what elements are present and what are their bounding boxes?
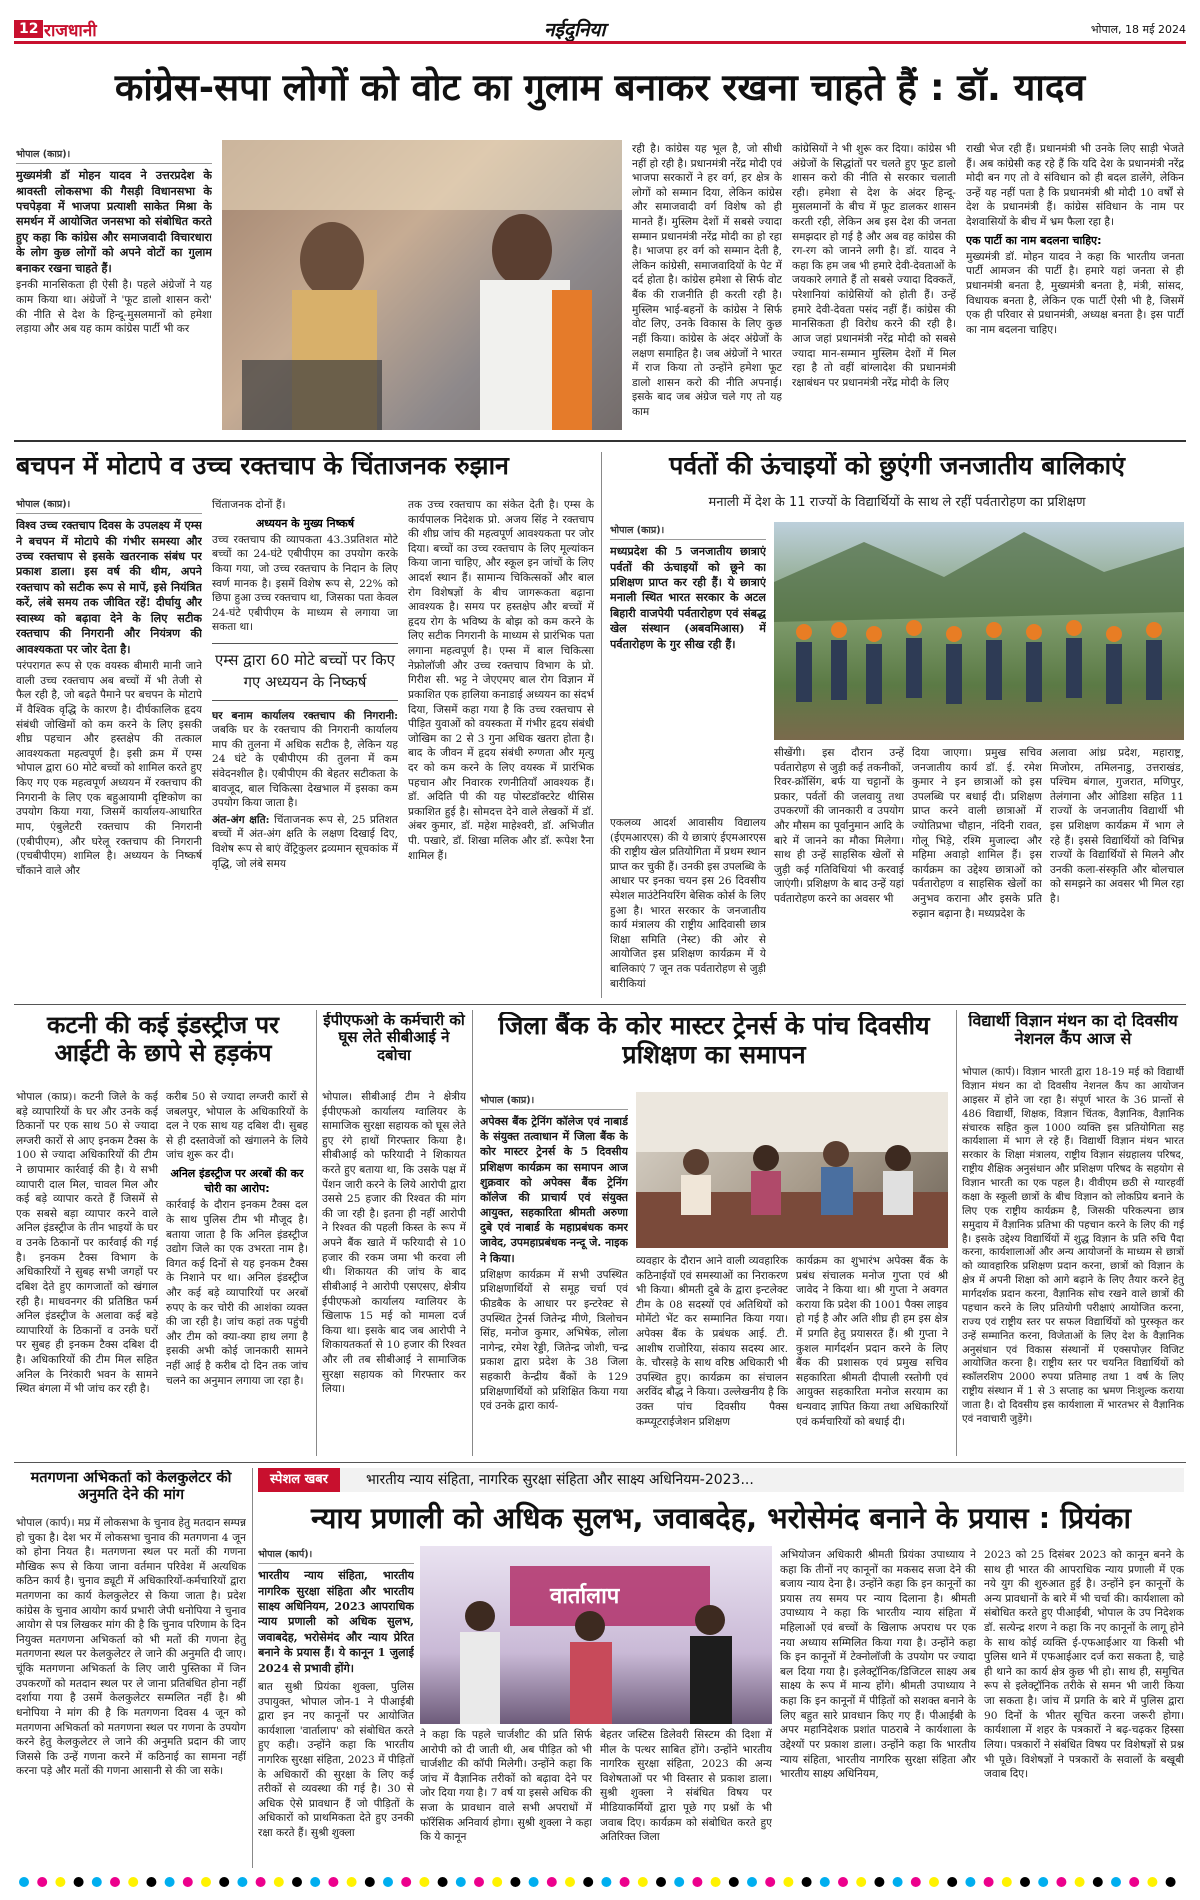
registration-dot xyxy=(474,1877,484,1887)
registration-dot xyxy=(219,1877,229,1887)
lead-col-1 xyxy=(16,148,212,428)
divider xyxy=(956,1010,957,1456)
mountain-col-2: एकलव्य आदर्श आवासीय विद्यालय (ईएमआरएस) की ये छात्राएं ईएमआरएस की राष्ट्रीय खेल प्रतियोगिता में प्रथम स्थान प्राप्त कर चुकी हैं। उनकी इस उपलब्धि के आधार पर इनका चयन इस 26 दिवसीय स्पेशल माउंटेनियरिंग बेसिक कोर्स के लिए हुआ है। भारत सरकार के जनजातीय कार्य मंत्रालय की राष्ट्रीय आदिवासी छात्र शिक्षा समिति (नेस्ट) की ओर से आयोजित इस प्रशिक्षण कार्यक्रम में ये बालिकाएं 7 जून तक पर्वतारोहण से जुड़ी बारीकियां xyxy=(610,817,766,990)
registration-dot xyxy=(674,1877,684,1887)
section-name: राजधानी xyxy=(44,21,97,41)
lead-text-4a: राखी भेज रही हैं। प्रधानमंत्री भी उनके लिए साड़ी भेजते हैं। अब कांग्रेसी कह रहे हैं कि यदि देश के प्रधानमंत्री नरेंद्र मोदी बन गए तो वे संविधान को ही बदल डालेंगे, लेकिन उन्हें यह नहीं पता है कि प्रधानमंत्री श्री मोदी 10 वर्षों से देश के प्रधानमंत्री हैं। कांग्रेस संविधान के नाम पर देशवासियों के बीच में भ्रम फैला रहा है। xyxy=(966,143,1184,229)
color-registration-strip xyxy=(14,1874,1186,1888)
lead-col-3: कांग्रेसियों ने भी शुरू कर दिया। कांग्रेस भी अंग्रेजों के सिद्धांतों पर चलते हुए फूट डालो शासन करो की नीति से सरकार चलाती रही। हमेशा से देश के अंदर हिन्दू-मुसलमानों के बीच में फूट डालकर शासन करती रही, लेकिन अब इस देश की जनता समझदार हो गई है और अब वह कांग्रेस की रग-रग को जानने लगी है। डॉ. यादव ने कहा कि हम जब भी हमारे देवी-देवताओं के जयकारे लगाते हैं तो सबसे ज्यादा दिक्कतें, परेशानियां कांग्रेसियों को होती हैं। उन्हें हमारे देवी-देवता पसंद नहीं हैं। कांग्रेस की मानसिकता ही विरोध करने की रही है। आज जहां प्रधानमंत्री नरेंद्र मोदी को सबसे ज्यादा मान-सम्मान मुस्लिम देशों में मिल रहा है तो वहीं बांग्लादेश की प्रधानमंत्री रक्षाबंधन पर प्रधानमंत्री नरेंद्र मोदी के लिए xyxy=(792,143,956,389)
obesity-dateline: भोपाल (काप्र)। xyxy=(16,498,202,514)
registration-dot xyxy=(547,1877,557,1887)
registration-dot xyxy=(419,1877,429,1887)
registration-dot xyxy=(874,1877,884,1887)
workshop-image-icon xyxy=(420,1546,772,1724)
obesity-pullquote: एम्स द्वारा 60 मोटे बच्चों पर किए गए अध्ययन के निष्कर्ष xyxy=(212,643,398,701)
registration-dot xyxy=(510,1877,520,1887)
registration-dot xyxy=(1093,1877,1103,1887)
lead-headline: कांग्रेस-सपा लोगों को वोट का गुलाम बनाकर रखना चाहते हैं : डॉ. यादव xyxy=(114,66,1086,109)
registration-dot xyxy=(1020,1877,1030,1887)
vigyan-headline: विद्यार्थी विज्ञान मंथन का दो दिवसीय नेशनल कैंप आज से xyxy=(968,1012,1178,1049)
registration-dot xyxy=(110,1877,120,1887)
bank-col-1 xyxy=(480,1094,628,1456)
registration-dot xyxy=(74,1877,84,1887)
registration-dot xyxy=(310,1877,320,1887)
registration-dot xyxy=(692,1877,702,1887)
registration-dot xyxy=(328,1877,338,1887)
registration-dot xyxy=(128,1877,138,1887)
obesity-sub-3: अंत-अंग क्षति: xyxy=(212,813,270,826)
registration-dot xyxy=(165,1877,175,1887)
katni-subhead: अनिल इंडस्ट्रीज पर अरबों की कर चोरी का आरोप: xyxy=(170,1167,304,1196)
mountain-headline: पर्वतों की ऊंचाइयों को छुएंगी जनजातीय बालिकाएं xyxy=(669,452,1125,480)
training-image-icon xyxy=(636,1092,948,1248)
bank-col-2: व्यवहार के दौरान आने वाली व्यवहारिक कठिनाईयों एवं समस्याओं का निराकरण भी किया। श्रीमती दुबे के द्वारा इन्टलेक्ट टीम के 08 सदस्यों एवं अतिथियों को मोमेंटो भेंट कर सम्मानित किया गया। अपेक्स बैंक के प्रबंधक आई. टी. आशीष राजोरिया, संकाय सदस्य आर. के. चौरसड़े के साथ वरिष्ठ अधिकारी भी उपस्थित हुए। कार्यक्रम का संचालन अरविंद बौद्ध ने किया। उल्लेखनीय है कि उक्त पांच दिवसीय पैक्स कम्प्यूटराईजेशन प्रशिक्षण xyxy=(636,1255,788,1428)
lead-dateline: भोपाल (काप्र)। xyxy=(16,148,212,164)
registration-dot xyxy=(601,1877,611,1887)
registration-dot xyxy=(492,1877,502,1887)
registration-dot xyxy=(1166,1877,1176,1887)
obesity-text-2b: उच्च रक्तचाप की व्यापकता 43.3प्रतिशत मोटे बच्चों का 24-घंटे एबीपीएम का उपयोग करके किया गया, जो उच्च रक्तचाप के निदान के लिए स्वर्ण मानक है। इसमें विशेष रूप से, 22% को छिपा हुआ उच्च रक्तचाप था, जिसका पता केवल 24-घंटे एबीपीएम के माध्यम से लगाया जा सकता था। xyxy=(212,533,398,634)
mountain-col-3: सीखेंगी। इस दौरान उन्हें पर्वतारोहण से जुड़ी कई तकनीकों, रिवर-क्रॉसिंग, बर्फ या चट्टानों के प्रकार, पर्वतों की जलवायु तथा उपकरणों की जानकारी व उपयोग और मौसम का पूर्वानुमान आदि के बारे में जानने का मौका मिलेगा। साथ ही उन्हें साहसिक खेलों से जुड़ी कई गतिविधियां भी करवाई जाएंगी। प्रशिक्षण के बाद उन्हें यहां पर्वतारोहण करने का अवसर भी xyxy=(774,747,904,906)
registration-dot xyxy=(911,1877,921,1887)
registration-dot xyxy=(274,1877,284,1887)
registration-dot xyxy=(820,1877,830,1887)
obesity-col-2 xyxy=(212,498,398,996)
registration-dot xyxy=(347,1877,357,1887)
obesity-text-1: परंपरागत रूप से एक वयस्क बीमारी मानी जाने वाली उच्च रक्तचाप अब बच्चों में भी तेजी से फैल रही है, जो बढ़ते पैमाने पर बचपन के मोटापे में वैश्विक वृद्धि के कारण है। दीर्घकालिक हृदय संबंधी जोखिमों को कम करने के लिए इसकी शीघ्र पहचान और हस्तक्षेप की तत्काल आवश्यकता महत्वपूर्ण है। इसी क्रम में एम्स भोपाल द्वारा 60 मोटे बच्चों को शामिल करते हुए किए गए एक महत्वपूर्ण अध्ययन में रक्तचाप की निगरानी के लिए एक बहुआयामी दृष्टिकोण का उपयोग किया गया, जिसमें कार्यालय-आधारित माप, एंबुलेटरी रक्तचाप की निगरानी (एबीपीएम), और घरेलू रक्तचाप की निगरानी (एचबीपीएम) शामिल है। अध्ययन के निष्कर्ष चौंकाने वाले और xyxy=(16,660,202,877)
registration-dot xyxy=(638,1877,648,1887)
registration-dot xyxy=(1056,1877,1066,1887)
special-col-1b: बात सुश्री प्रियंका शुक्ला, पुलिस उपायुक्त, भोपाल जोन-1 ने पीआईबी द्वारा इन नए कानूनों पर आयोजित कार्यशाला 'वार्तालाप' को संबोधित करते हुए कही। उन्होंने कहा कि भारतीय नागरिक सुरक्षा संहिता, 2023 में पीड़ितों के अधिकारों की सुरक्षा के लिए कई तरीकों से व्यवस्था की गई है। 30 से अधिक ऐसे प्रावधान हैं जो पीड़ितों के अधिकारों को प्राथमिकता देते हुए उनकी रक्षा करते हैं। सुश्री शुक्ला xyxy=(258,1681,414,1840)
mountain-photo xyxy=(774,522,1184,740)
page-number: 12 xyxy=(14,20,43,38)
registration-dot xyxy=(1111,1877,1121,1887)
registration-dot xyxy=(711,1877,721,1887)
registration-dot xyxy=(838,1877,848,1887)
epfo-headline: ईपीएफओ के कर्मचारी को घूस लेते सीबीआई ने दबोचा xyxy=(323,1012,465,1064)
registration-dot xyxy=(1129,1877,1139,1887)
special-photo xyxy=(420,1546,772,1724)
calculator-col: भोपाल (कार्प)। मप्र में लोकसभा के चुनाव हेतु मतदान सम्पन्न हो चुका है। देश भर में लोकसभा चुनाव की मतगणना 4 जून को होना नियत है। मतगणना स्थल पर मतों की गणना मौखिक रूप से किया जाना वर्तमान परिवेश में अत्यधिक कठिन कार्य है। चुनाव ड्यूटी में अधिकारियों-कर्मचारियों द्वारा मतगणना का कार्य केलकुलेटर से किया जाता है। प्रदेश कांग्रेस के चुनाव आयोग कार्य प्रभारी जेपी धनोपिया ने चुनाव आयोग से पत्र लिखकर मांग की है कि चुनाव परिणाम के दिन नियुक्त मतगणना अभिकर्ता को भी मतों की गणना हेतु मतगणना स्थल पर केलकुलेटर ले जाने की अनुमति दी जाए। चूंकि मतगणना अभिकर्ता के लिए जारी पुस्तिका में जिन उपकरणों को मतदान स्थल पर ले जाना प्रतिबंधित होना नहीं दर्शाया गया है उसमें केलकुलेटर सम्मलित नहीं है। श्री धनोपिया ने मांग की है कि मतगणना दिवस 4 जून को मतगणना अभिकर्ता को मतगणना स्थल पर गणना के उपयोग करने हेतु केलकुलेटर ले जाने की अनुमति प्रदान की जाए जिससे कि उन्हें गणना करने में कठिनाई का सामना नहीं करना पड़े और मतों की गणना आसानी से की जा सके। xyxy=(16,1517,246,1778)
obesity-col-3: तक उच्च रक्तचाप का संकेत देती है। एम्स के कार्यपालक निदेशक प्रो. अजय सिंह ने रक्तचाप की शीघ्र जांच की महत्वपूर्ण आवश्यकता पर जोर दिया। बच्चों का उच्च रक्तचाप के लिए मूल्यांकन किया जाना चाहिए, और स्कूल इन जांचों के लिए आदर्श स्थान हैं। सामान्य चिकित्सकों और बाल रोग विशेषज्ञों के बीच जागरूकता बढ़ाना आवश्यक है। समय पर हस्तक्षेप और बच्चों में हृदय रोग के भविष्य के बोझ को कम करने के लिए सटीक निगरानी के माध्यम से प्रारंभिक पता लगाना महत्वपूर्ण है। एम्स में बाल चिकित्सा नेफ्रोलॉजी और उच्च रक्तचाप विभाग के प्रो. गिरीश सी. भट्ट ने जेएएमए बाल रोग विज्ञान में प्रकाशित एक हालिया कनाडाई अध्ययन का संदर्भ दिया, जिसमें कहा गया है कि उच्च रक्तचाप से पीड़ित युवाओं को वयस्कता में गंभीर हृदय संबंधी जोखिम का 2 से 3 गुना अधिक खतरा होता है। बाद के जीवन में हृदय संबंधी रुग्णता और मृत्यु दर को कम करने के लिए वयस्क में प्रारंभिक पहचान और निवारक रणनीतियाँ आवश्यक हैं। डॉ. अदिति पी की यह पोस्टडॉक्टरेट थीसिस प्रकाशित हुई है। सोमदत्त देने वाले लेखकों में डॉ. अंबर कुमार, डॉ. महेश माहेश्वरी, डॉ. अभिजीत पी. पखारे, डॉ. शिखा मलिक और डॉ. रूपेश रैना शामिल हैं। xyxy=(408,499,594,862)
registration-dot xyxy=(201,1877,211,1887)
special-banner xyxy=(258,1468,1184,1492)
registration-dot xyxy=(237,1877,247,1887)
registration-dot xyxy=(947,1877,957,1887)
registration-dot xyxy=(146,1877,156,1887)
katni-col-1: भोपाल (काप्र)। कटनी जिले के कई बड़े व्यापारियों के घर और उनके कई ठिकानों पर एक साथ 50 से ज्यादा लग्जरी कारों से आए इनकम टैक्स के 100 से ज्यादा अधिकारियों की टीम ने छापामार कार्रवाई की है। ये सभी व्यापारी दाल मिल, चावल मिल और कई बड़े व्यापार करते हैं जिसमें से एक सबसे बड़ा व्यापार करने वाले अनिल इंडस्ट्रीज के तीन भाइयों के घर व उनके ठिकानों पर कार्रवाई की गई है। इनकम टैक्स विभाग के अधिकारियों ने सुबह सभी जगहों पर दबिश देते हुए कागजातों को खंगाल रही है। माधवनगर की प्रतिष्ठित फर्म अनिल इंडस्ट्रीज के अलावा कई बड़े व्यापारियों के ठिकानों व उनके घरों पर सुबह ही इनकम टैक्स दबिश दी है। अधिकारियों की टीम मिल सहित अनिल के निरंकारी भवन के सामने स्थित बंगला में भी जांच कर रही है। xyxy=(16,1091,158,1396)
registration-dot xyxy=(37,1877,47,1887)
registration-dot xyxy=(365,1877,375,1887)
registration-dot xyxy=(1147,1877,1157,1887)
bank-intro: अपेक्स बैंक ट्रेनिंग कॉलेज एवं नाबार्ड के संयुक्त तत्वाधान में जिला बैंक के कोर मास्टर ट्रेनर्स के 5 दिवसीय प्रशिक्षण कार्यक्रम का समापन आज शुक्रवार को अपेक्स बैंक ट्रेनिंग कॉलेज की प्राचार्य एवं संयुक्त आयुक्त, सहकारिता श्रीमती अरुणा दुबे एवं नाबार्ड के महाप्रबंधक कमर जावेद, उपमहाप्रबंधक नन्दू जे. नाइक ने किया। xyxy=(480,1115,628,1265)
registration-dot xyxy=(1002,1877,1012,1887)
special-dateline: भोपाल (कार्प)। xyxy=(258,1548,414,1564)
registration-dot xyxy=(19,1877,29,1887)
divider xyxy=(252,1468,253,1868)
registration-dot xyxy=(383,1877,393,1887)
rally-image-icon xyxy=(222,140,622,430)
obesity-col-1 xyxy=(16,498,202,996)
bank-text-1: प्रशिक्षण कार्यक्रम में सभी उपस्थित प्रशिक्षणार्थियों से समूह चर्चा एवं फीडबैक के आधार पर इन्टरेक्ट से उपस्थित ट्रेनर्स जितेन्द्र मीणे, त्रिलोचन सिंह, मनोज कुमार, अभिषेक, लोला नागेन्द्र, रमेश रेड्डी, जितेन्द्र जोशी, चन्द्र प्रकाश द्वारा प्रदेश के 38 जिला सहकारी केन्द्रीय बैंकों के 129 प्रशिक्षणार्थियों को प्रशिक्षित किया गया एवं उनके द्वारा कार्य- xyxy=(480,1268,628,1413)
obesity-intro: विश्व उच्च रक्तचाप दिवस के उपलक्ष्य में एम्स ने बचपन में मोटापे की गंभीर समस्या और उच्च रक्तचाप से इसके खतरनाक संबंध पर प्रकाश डाला। इस वर्ष की थीम, अपने रक्तचाप को सटीक रूप से मापें, इसे नियंत्रित करें, लंबे समय तक जीवित रहें! दीर्घायु और स्वास्थ्य को बढ़ावा देने के लिए सटीक रक्तचाप की निगरानी और नियंत्रण की आवश्यकता पर जोर देता है। xyxy=(16,518,202,656)
obesity-sub-1: अध्ययन के मुख्य निष्कर्ष xyxy=(255,516,355,530)
mountain-subhead: मनाली में देश के 11 राज्यों के विद्यार्थियों के साथ ले रहीं पर्वतारोहण का प्रशिक्षण xyxy=(708,495,1086,510)
mountain-col-5: अलावा आंध्र प्रदेश, महाराष्ट्र, मिजोरम, तमिलनाडु, उत्तराखंड, पश्चिम बंगाल, गुजरात, मणिपुर, तेलंगाना और ओडिशा सहित 11 राज्यों के जनजातीय विद्यार्थी भी इस प्रशिक्षण कार्यक्रम में भाग ले रहे हैं। इससे विद्यार्थियों को विभिन्न राज्यों के विद्यार्थियों से मिलने और उनकी कला-संस्कृति और बोलचाल को समझने का अवसर भी मिल रहा है। xyxy=(1050,747,1184,906)
obesity-text-2d: चिंताजनक रूप से, 25 प्रतिशत बच्चों में अंत-अंग क्षति के लक्षण दिखाई दिए, विशेष रूप से बाएं वेंट्रिकुलर द्रव्यमान सूचकांक में वृद्धि, जो लंबे समय xyxy=(212,813,398,870)
katni-text-2b: कार्रवाई के दौरान इनकम टैक्स दल के साथ पुलिस टीम भी मौजूद है। बताया जाता है कि अनिल इंडस्ट्रीज उद्योग जिले का एक उभरता नाम है। विगत कई दिनों से यह इनकम टैक्स के निशाने पर था। अनिल इंडस्ट्रीज और कई बड़े व्यापारियों पर अरबों रुपए के कर चोरी की आशंका व्यक्त की जा रही है। जांच कहां तक पहुंची और टीम को क्या-क्या हाथ लगा है इसकी अभी कोई जानकारी सामने नहीं आई है करीब दो दिन तक जांच चलने का अनुमान लगाया जा रहा है। xyxy=(166,1199,308,1387)
registration-dot xyxy=(747,1877,757,1887)
cmyk-dots-icon xyxy=(14,1875,1186,1888)
mountain-col-4: दिया जाएगा। प्रमुख सचिव जनजातीय कार्य डॉ. ई. रमेश कुमार ने इन छात्राओं को इस उपलब्धि पर बधाई दी। प्रशिक्षण प्राप्त करने वाली छात्राओं में ज्योतिप्रभा चौहान, नंदिनी रावत, गोलू भिड़े, रश्मि मुजाल्दा और महिमा अवाड़ो शामिल हैं। इस कार्यक्रम का उद्देश्य छात्राओं को पर्वतारोहण व साहसिक खेलों का अनुभव कराना और इसके प्रति रुझान बढ़ाना है। मध्यप्रदेश के xyxy=(912,747,1042,920)
divider xyxy=(14,440,1186,442)
climbers-image-icon xyxy=(774,522,1184,740)
calculator-headline: मतगणना अभिकर्ता को केलकुलेटर की अनुमति देने की मांग xyxy=(30,1470,232,1503)
special-intro: भारतीय न्याय संहिता, भारतीय नागरिक सुरक्षा संहिता और भारतीय साक्ष्य अधिनियम, 2023 आपराधिक न्याय प्रणाली को अधिक सुलभ, जवाबदेह, भरोसेमंद और न्याय प्रेरित बनाने के प्रयास हैं। ये कानून 1 जुलाई 2024 से प्रभावी होंगे। xyxy=(258,1568,414,1675)
special-banner-text: वार्तालाप xyxy=(550,1584,620,1609)
registration-dot xyxy=(765,1877,775,1887)
epfo-col: भोपाल। सीबीआई टीम ने क्षेत्रीय ईपीएफओ कार्यालय ग्वालियर के सामाजिक सुरक्षा सहायक को घूस लेते हुए रंगे हाथों गिरफ्तार किया है। सीबीआई को फरियादी ने शिकायत करते हुए बताया था, कि उसके पक्ष में पेंशन जारी करने के लिये आरोपी द्वारा उससे 25 हजार की रिश्वत की मांग की जा रही है। इतना ही नहीं आरोपी ने रिश्वत की पहली किस्त के रूप में अपने बैंक खाते में फरियादी से 10 हजार की रकम जमा भी करवा ली थी। शिकायत की जांच के बाद सीबीआई ने आरोपी एसएसए, क्षेत्रीय ईपीएफओ कार्यालय ग्वालियर के खिलाफ 15 मई को मामला दर्ज किया था। इसके बाद जब आरोपी ने शिकायतकर्ता से 10 हजार की रिश्वत और ली तब सीबीआई ने सामाजिक सुरक्षा सहायक को गिरफ्तार कर लिया। xyxy=(322,1091,466,1396)
newspaper-logo: नईदुनिया xyxy=(544,19,606,41)
registration-dot xyxy=(620,1877,630,1887)
lead-col-2: रही है। कांग्रेस यह भूल है, जो सीधी नहीं हो रही है। प्रधानमंत्री नरेंद्र मोदी एवं भाजपा सरकारों ने हर वर्ग, हर क्षेत्र के लोगों को सम्मान दिया, लेकिन कांग्रेस और समाजवादी वर्ग विशेष को ही मानते हैं। मुस्लिम देशों में सबसे ज्यादा सम्मान प्रधानमंत्री नरेंद्र मोदी का हो रहा है। भाजपा हर वर्ग को सम्मान देती है, लेकिन कांग्रेसी, समाजवादियों के पेट में दर्द होता है। कांग्रेस हमेशा से सिर्फ वोट बैंक की राजनीति ही करती रही है। मुस्लिम भाई-बहनों के कांग्रेस ने सिर्फ वोट लिए, उनके विकास के लिए कुछ नहीं किया। कांग्रेस के अंदर अंग्रेजों के लक्षण समाहित है। जब अंग्रेजों ने भारत में राज किया तो उन्होंने हमेशा फूट डालो शासन करो की नीति अपनाई। इसके बाद जब अंग्रेज चले गए तो यह काम xyxy=(632,143,782,418)
obesity-text-2c: जबकि घर के रक्तचाप की निगरानी कार्यालय माप की तुलना में अधिक सटीक है, लेकिन यह 24 घंटे के एबीपीएम की तुलना में कम संवेदनशील है। एबीपीएम की बेहतर सटीकता के बावजूद, बाल चिकित्सा देखभाल में इसका कम उपयोग किया जाता है। xyxy=(212,724,398,810)
katni-headline: कटनी की कई इंडस्ट्रीज पर आईटी के छापे से हड़कंप xyxy=(47,1012,279,1067)
lead-intro: मुख्यमंत्री डॉ मोहन यादव ने उत्तरप्रदेश के श्रावस्ती लोकसभा की गैसड़ी विधानसभा के पचपेड़वा में भाजपा प्रत्याशी साकेत मिश्रा के समर्थन में आयोजित जनसभा को संबोधित करते हुए कहा कि कांग्रेस और समाजवादी विचारधारा के लोग कुछ लोगों को अपने वोटों का गुलाम बनाकर रखना चाहते हैं। xyxy=(16,168,212,275)
divider xyxy=(14,1004,1186,1005)
registration-dot xyxy=(984,1877,994,1887)
special-col-4: बेहतर जस्टिस डिलेवरी सिस्टम की दिशा में मील के पत्थर साबित होंगे। उन्होंने भारतीय नागरिक सुरक्षा संहिता, 2023 की अन्य विशेषताओं पर भी विस्तार से प्रकाश डाला। सुश्री शुक्ला ने संबंधित विषय पर मीडियाकर्मियों द्वारा पूछे गए प्रश्नों के भी जवाब दिए। कार्यक्रम को संबोधित करते हुए अतिरिक्त जिला xyxy=(600,1729,772,1844)
special-tag: स्पेशल खबर xyxy=(258,1468,340,1492)
bank-headline: जिला बैंक के कोर मास्टर ट्रेनर्स के पांच दिवसीय प्रशिक्षण का समापन xyxy=(498,1012,930,1069)
special-headline: न्याय प्रणाली को अधिक सुलभ, जवाबदेह, भरोसेमंद बनाने के प्रयास : प्रियंका xyxy=(311,1501,1131,1535)
divider xyxy=(472,1010,473,1456)
registration-dot xyxy=(1075,1877,1085,1887)
special-col-5: अभियोजन अधिकारी श्रीमती प्रियंका उपाध्याय ने कहा कि तीनों नए कानूनों का मकसद सजा देने की बजाय न्याय देना है। उन्होंने कहा कि इन कानूनों का प्रयास तय समय पर न्याय दिलाना है। श्रीमती उपाध्याय ने कहा कि भारतीय न्याय संहिता में महिलाओं एवं बच्चों के खिलाफ अपराध पर एक नया अध्याय सम्मिलित किया गया है। उन्होंने कहा कि इन कानूनों में टेक्नोलॉजी के उपयोग पर ज्यादा बल दिया गया है। इलेक्ट्रॉनिक/डिजिटल साक्ष्य अब साक्ष्य के रूप में मान्य होंगे। श्रीमती उपाध्याय ने कहा कि इन कानूनों में पीड़ितों को सशक्त बनाने के लिए बहुत सारे प्रावधान किए गए हैं। पीआईबी के अपर महानिदेशक प्रशांत पाठराबे ने कार्यशाला के उद्देश्यों पर प्रकाश डाला। उन्होंने कहा कि भारतीय न्याय संहिता, भारतीय नागरिक सुरक्षा संहिता और भारतीय साक्ष्य अधिनियम, xyxy=(780,1549,976,1781)
registration-dot xyxy=(856,1877,866,1887)
mountain-col-1 xyxy=(610,524,766,814)
mountain-dateline: भोपाल (काप्र)। xyxy=(610,524,766,540)
lead-text-4b: मुख्यमंत्री डॉ. मोहन यादव ने कहा कि भारतीय जनता पार्टी आमजन की पार्टी है। हमारे यहां जनता से ही प्रधानमंत्री बनता है, मुख्यमंत्री बनता है, मंत्री, सांसद, विधायक बनता है, लेकिन एक पार्टी ऐसी भी है, जिसमें एक ही परिवार से प्रधानमंत्री, अध्यक्ष बनता है। इस पार्टी का नाम बदलना चाहिए। xyxy=(966,250,1184,336)
registration-dot xyxy=(729,1877,739,1887)
registration-dot xyxy=(456,1877,466,1887)
registration-dot xyxy=(92,1877,102,1887)
lead-photo xyxy=(222,140,622,430)
bank-col-3: कार्यक्रम का शुभारंभ अपेक्स बैंक के प्रबंध संचालक मनोज गुप्ता एवं श्री जावेद ने किया था। श्री गुप्ता ने अवगत कराया कि प्रदेश की 1001 पैक्स लाइव हो गई है और अति शीघ्र ही हम इस क्षेत्र में प्रगति हेतु प्रयासरत हैं। श्री गुप्ता ने कुशल मार्गदर्शन प्रदान करने के लिए बैंक की प्रशासक एवं प्रमुख सचिव सहकारिता श्रीमती दीपाली रस्तोगी एवं आयुक्त सहकारिता मनोज सरयाम का धन्यवाद ज्ञापित किया तथा अधिकारियों एवं कर्मचारियों को बधाई दी। xyxy=(796,1255,948,1428)
divider xyxy=(14,1462,1186,1463)
divider xyxy=(601,452,602,998)
registration-dot xyxy=(583,1877,593,1887)
bank-photo xyxy=(636,1092,948,1248)
obesity-sub-2: घर बनाम कार्यालय रक्तचाप की निगरानी: xyxy=(212,709,398,722)
registration-dot xyxy=(292,1877,302,1887)
registration-dot xyxy=(1038,1877,1048,1887)
registration-dot xyxy=(55,1877,65,1887)
date-line: भोपाल, 18 मई 2024 xyxy=(1090,23,1186,36)
registration-dot xyxy=(401,1877,411,1887)
registration-dot xyxy=(656,1877,666,1887)
obesity-text-2a: चिंताजनक दोनों हैं। xyxy=(212,499,286,511)
registration-dot xyxy=(438,1877,448,1887)
obesity-headline: बचपन में मोटापे व उच्च रक्तचाप के चिंताजनक रुझान xyxy=(16,452,509,480)
lead-col-4 xyxy=(966,142,1184,432)
registration-dot xyxy=(565,1877,575,1887)
lead-subhead: एक पार्टी का नाम बदलना चाहिए: xyxy=(966,233,1102,247)
lead-text-1: इनकी मानसिकता ही ऐसी है। पहले अंग्रेजों ने यह काम किया था। अंग्रेजों ने 'फूट डालो शासन करो' की नीति से देश के हिन्दू-मुसलमानों को हमेशा लड़ाया और अब यह काम कांग्रेस पार्टी भी कर xyxy=(16,279,212,336)
divider xyxy=(316,1010,317,1456)
special-kicker: भारतीय न्याय संहिता, नागरिक सुरक्षा संहिता और साक्ष्य अधिनियम-2023... xyxy=(366,1472,754,1488)
registration-dot xyxy=(893,1877,903,1887)
registration-dot xyxy=(929,1877,939,1887)
katni-col-2 xyxy=(166,1090,308,1454)
special-col-3: ने कहा कि पहले चार्जशीट की प्रति सिर्फ आरोपी को दी जाती थी, अब पीड़ित को भी चार्जशीट की कॉपी मिलेगी। उन्होंने कहा कि जांच में वैज्ञानिक तरीकों को बढ़ावा देने पर जोर दिया गया है। 7 वर्ष या इससे अधिक की सजा के प्रावधान वाले सभी अपराधों में फॉरेंसिक अनिवार्य होगा। सुश्री शुक्ला ने कहा कि ये कानून xyxy=(420,1729,592,1844)
katni-text-2a: करीब 50 से ज्यादा लग्जरी कारों से जबलपुर, भोपाल के अधिकारियों के दल ने एक साथ यह दबिश दी। सुबह से ही दस्तावेजों को खंगालने के लिये जांच शुरू कर दी। xyxy=(166,1091,308,1162)
registration-dot xyxy=(183,1877,193,1887)
masthead xyxy=(14,18,1186,44)
registration-dot xyxy=(529,1877,539,1887)
vigyan-col: भोपाल (कार्प)। विज्ञान भारती द्वारा 18-19 मई को विद्यार्थी विज्ञान मंथन का दो दिवसीय नेशनल कैंप का आयोजन आइसर में होने जा रहा है। संपूर्ण भारत के 36 प्रान्तों से 486 विद्यार्थी, शिक्षक, विज्ञान चिंतक, वैज्ञानिक, वैज्ञानिक संचारक सहित कुल 1000 व्यक्ति इस प्रतियोगिता सह कार्यशाला में भाग ले रहे हैं। विद्यार्थी विज्ञान मंथन भारत सरकार के शिक्षा मंत्रालय, राष्ट्रीय विज्ञान संग्रहालय परिषद, राष्ट्रीय शैक्षिक अनुसंधान और प्रशिक्षण परिषद के सहयोग से विज्ञान भारती का एक पहल है। वीवीएम छठी से ग्यारहवीं कक्षा के स्कूली छात्रों के बीच विज्ञान को लोकप्रिय बनाने के लिए एक राष्ट्रीय कार्यक्रम है, जिसकी परिकल्पना छात्र समुदाय में वैज्ञानिक प्रतिभा की पहचान करने के लिए की गई है। इसके उद्देश्य विद्यार्थियों में शुद्ध विज्ञान के प्रति रुचि पैदा करना, कार्यशालाओं और अन्य आयोजनों के माध्यम से छात्रों को व्यावहारिक प्रशिक्षण प्रदान करना, छात्रों को विज्ञान के क्षेत्र में अपनी शिक्षा को आगे बढ़ाने के लिए तैयार करने हेतु मार्गदर्शक प्रदान करना, वैज्ञानिक सोच रखने वाले छात्रों की पहचान करने के लिए प्रतियोगी परीक्षाएं आयोजित करना, राज्य एवं राष्ट्रीय स्तर पर सफल विद्यार्थियों को पुरस्कृत कर उन्हें सम्मानित करना, विजेताओं के लिए देश के वैज्ञानिक अनुसंधान एवं विकास संस्थानों में एक्सपोज़र विजिट आयोजित करना है। राष्ट्रीय स्तर पर चयनित विद्यार्थियों को स्कॉलरशिप 2000 रुपया प्रतिमाह तथा 1 वर्ष के लिए राष्ट्रीय संस्थान में 1 से 3 सप्ताह का भ्रमण निःशुल्क कराया जाता है। दो दिवसीय इस कार्यशाला में भारतभर से वैज्ञानिक एवं नवाचारी जुड़ेंगे। xyxy=(962,1067,1184,1425)
special-col-6: 2023 को 25 दिसंबर 2023 को कानून बनने के साथ ही भारत की आपराधिक न्याय प्रणाली में एक नये युग की शुरुआत हुई है। उन्होंने इन कानूनों के अन्य प्रावधानों के बारे में भी चर्चा की। कार्यशाला को संबोधित करते हुए पीआईबी, भोपाल के उप निदेशक डॉ. सत्येन्द्र शरण ने कहा कि नए कानूनों के लागू होने के साथ कोई व्यक्ति ई-एफआईआर या किसी भी पुलिस थाने में एफआईआर दर्ज करा सकता है, चाहे ही थाने का कार्य क्षेत्र कुछ भी हो। साथ ही, समुचित रूप से इलेक्ट्रॉनिक तरीके से समन भी जारी किया जा सकता है। जांच में प्रगति के बारे में पुलिस द्वारा 90 दिनों के भीतर सूचित करना जरूरी होगा। कार्यशाला में शहर के पत्रकारों ने बढ़-चढ़कर हिस्सा लिया। पत्रकारों ने संबंधित विषय पर विशेषज्ञों से प्रश्न भी पूछे। विशेषज्ञों ने पत्रकारों के सवालों के बखूबी जवाब दिए। xyxy=(984,1549,1184,1781)
registration-dot xyxy=(256,1877,266,1887)
mountain-intro: मध्यप्रदेश की 5 जनजातीय छात्राएं पर्वतों की ऊंचाइयों को छूने का प्रशिक्षण प्राप्त कर रही हैं। ये छात्राएं मनाली स्थित भारत सरकार के अटल बिहारी वाजपेयी पर्वतारोहण एवं संबद्ध खेल संस्थान (अबवमिआस) में पर्वतारोहण के गुर सीख रही हैं। xyxy=(610,544,766,651)
registration-dot xyxy=(802,1877,812,1887)
registration-dot xyxy=(783,1877,793,1887)
bank-dateline: भोपाल (काप्र)। xyxy=(480,1094,628,1110)
registration-dot xyxy=(965,1877,975,1887)
